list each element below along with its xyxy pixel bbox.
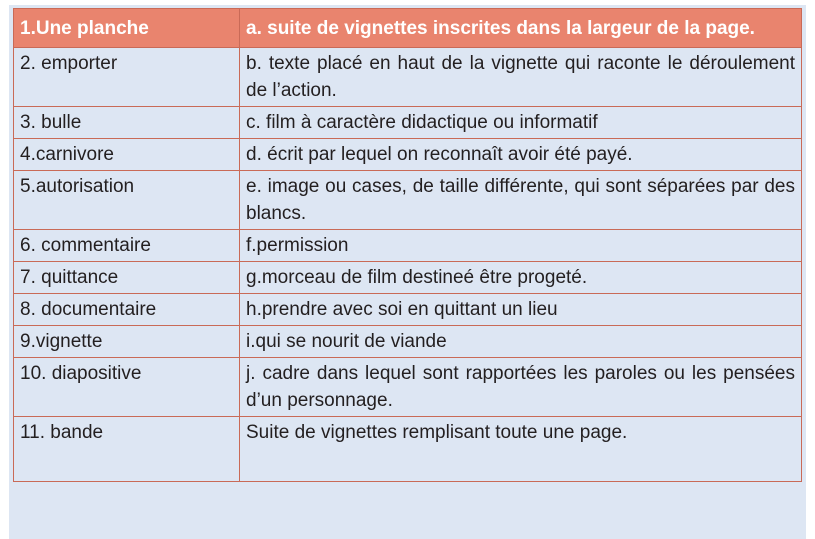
definition-cell: Suite de vignettes remplisant toute une page.: [240, 417, 802, 482]
table-header-row: [14, 9, 802, 48]
table-row: [14, 326, 802, 358]
definition-cell: b. texte placé en haut de la vignette qui raconte le déroulement de l’action.: [240, 48, 802, 107]
term-cell: 7. quittance: [14, 262, 240, 294]
table-row: [14, 48, 802, 107]
table-row: [14, 417, 802, 482]
term-cell: 5.autorisation: [14, 171, 240, 230]
definition-cell: g.morceau de film destineé être progeté.: [240, 262, 802, 294]
table-row: [14, 139, 802, 171]
definition-cell: h.prendre avec soi en quittant un lieu: [240, 294, 802, 326]
definition-cell: f.permission: [240, 230, 802, 262]
table-row: [14, 107, 802, 139]
definition-cell: e. image ou cases, de taille différente, qui sont séparées par des blancs.: [240, 171, 802, 230]
vocabulary-matching-table: [13, 8, 802, 482]
term-cell: 10. diapositive: [14, 358, 240, 417]
definition-cell: i.qui se nourit de viande: [240, 326, 802, 358]
table-row: [14, 262, 802, 294]
table-row: [14, 358, 802, 417]
definition-cell: c. film à caractère didactique ou informatif: [240, 107, 802, 139]
table-row: [14, 294, 802, 326]
definition-cell: d. écrit par lequel on reconnaît avoir été payé.: [240, 139, 802, 171]
definition-cell: j. cadre dans lequel sont rapportées les paroles ou les pensées d’un personnage.: [240, 358, 802, 417]
term-cell: 2. emporter: [14, 48, 240, 107]
header-term-cell: 1.Une planche: [14, 9, 240, 48]
term-cell: 3. bulle: [14, 107, 240, 139]
header-definition-cell: a. suite de vignettes inscrites dans la largeur de la page.: [240, 9, 802, 48]
term-cell: 4.carnivore: [14, 139, 240, 171]
term-cell: 9.vignette: [14, 326, 240, 358]
table-row: [14, 171, 802, 230]
term-cell: 11. bande: [14, 417, 240, 482]
table-row: [14, 230, 802, 262]
term-cell: 8. documentaire: [14, 294, 240, 326]
term-cell: 6. commentaire: [14, 230, 240, 262]
